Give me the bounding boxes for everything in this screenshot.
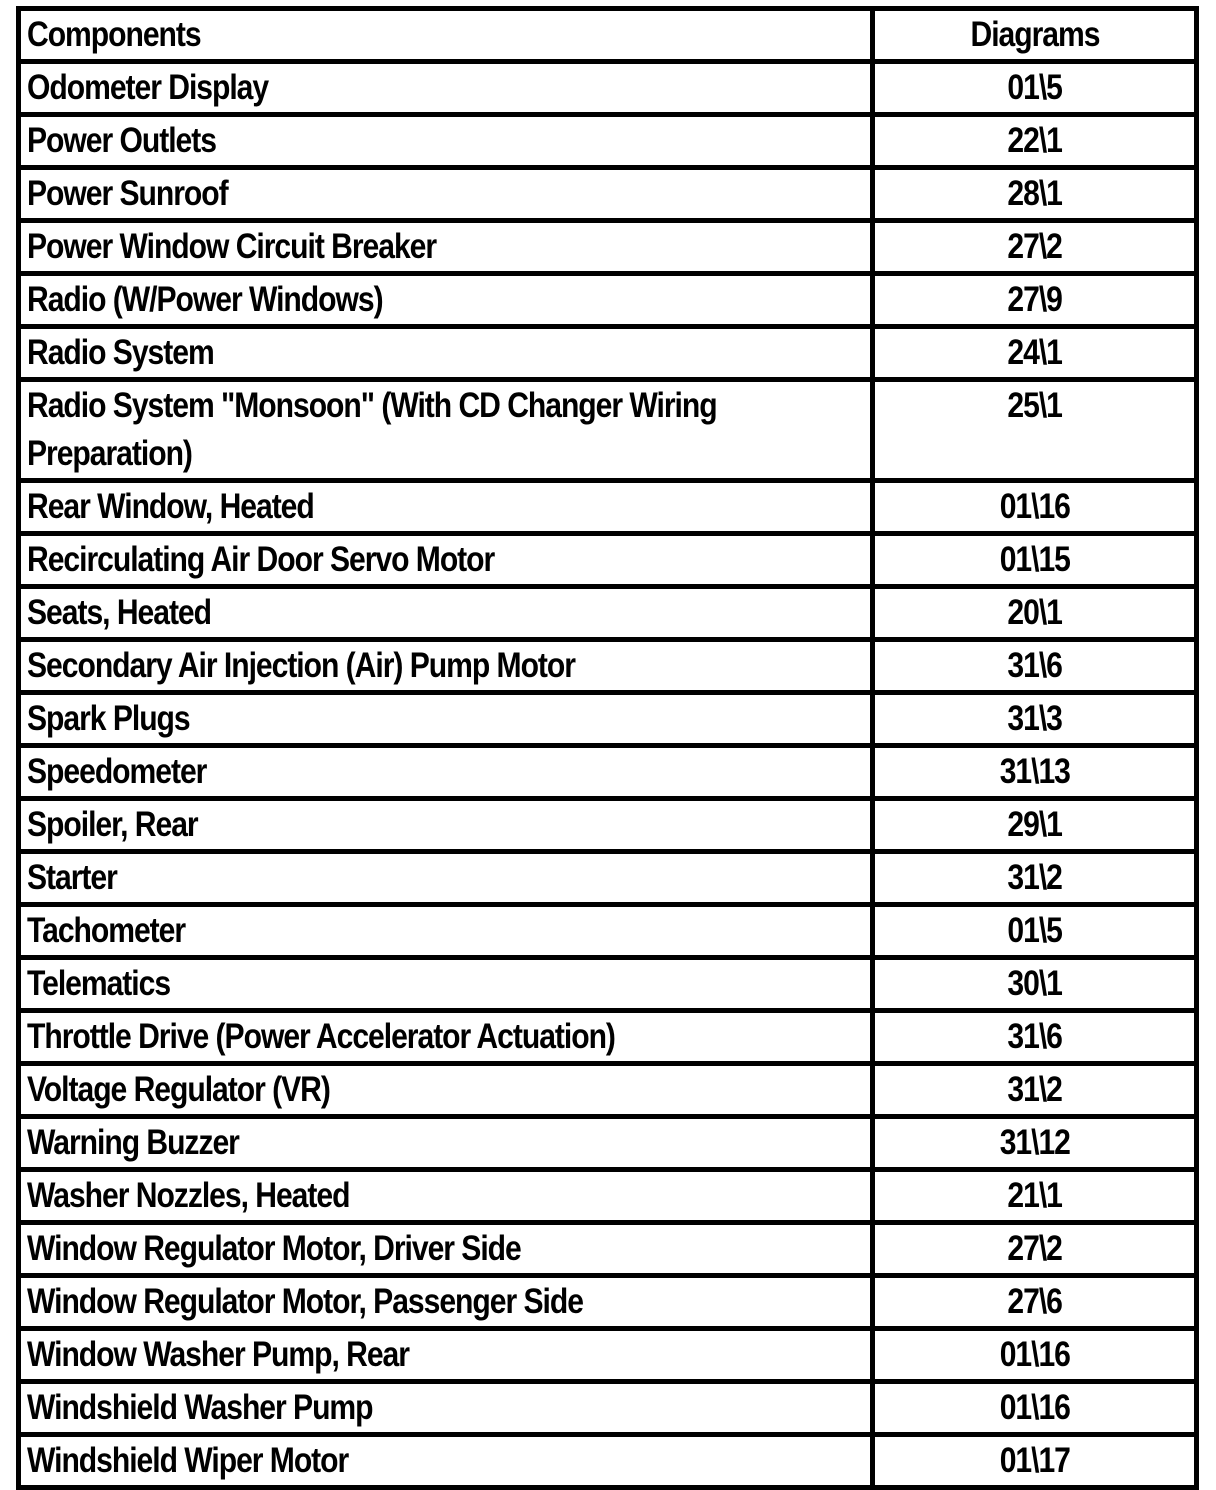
table-row [19, 799, 1197, 852]
component-cell: Radio (W/Power Windows) [19, 274, 873, 327]
table-row [19, 1435, 1197, 1488]
diagram-cell: 30\1 [873, 958, 1197, 1011]
table-row [19, 587, 1197, 640]
diagram-cell: 31\2 [873, 852, 1197, 905]
table-row [19, 852, 1197, 905]
table-row [19, 1329, 1197, 1382]
diagram-cell: 27\6 [873, 1276, 1197, 1329]
component-cell: Tachometer [19, 905, 873, 958]
diagram-cell: 27\2 [873, 221, 1197, 274]
diagram-cell: 31\12 [873, 1117, 1197, 1170]
header-row [19, 9, 1197, 62]
component-cell: Washer Nozzles, Heated [19, 1170, 873, 1223]
table-row [19, 1276, 1197, 1329]
diagram-cell: 27\2 [873, 1223, 1197, 1276]
table-row [19, 905, 1197, 958]
component-cell: Seats, Heated [19, 587, 873, 640]
diagram-cell: 31\6 [873, 1011, 1197, 1064]
component-cell: Window Regulator Motor, Driver Side [19, 1223, 873, 1276]
component-cell: Radio System [19, 327, 873, 380]
table-row [19, 1064, 1197, 1117]
diagram-cell: 27\9 [873, 274, 1197, 327]
diagram-cell: 22\1 [873, 115, 1197, 168]
table-row [19, 746, 1197, 799]
component-cell: Secondary Air Injection (Air) Pump Motor [19, 640, 873, 693]
diagram-cell: 01\5 [873, 905, 1197, 958]
table-row [19, 221, 1197, 274]
diagram-cell: 29\1 [873, 799, 1197, 852]
diagram-cell: 31\13 [873, 746, 1197, 799]
diagram-cell: 01\5 [873, 62, 1197, 115]
component-cell: Windshield Washer Pump [19, 1382, 873, 1435]
component-cell: Voltage Regulator (VR) [19, 1064, 873, 1117]
table-row [19, 327, 1197, 380]
component-cell: Spoiler, Rear [19, 799, 873, 852]
component-cell: Radio System "Monsoon" (With CD Changer Wiring Preparation) [19, 380, 873, 481]
component-cell: Recirculating Air Door Servo Motor [19, 534, 873, 587]
component-cell: Window Regulator Motor, Passenger Side [19, 1276, 873, 1329]
diagram-cell: 24\1 [873, 327, 1197, 380]
diagram-cell: 31\2 [873, 1064, 1197, 1117]
component-cell: Speedometer [19, 746, 873, 799]
diagram-cell: 01\16 [873, 1382, 1197, 1435]
diagram-cell: 01\15 [873, 534, 1197, 587]
table-row [19, 62, 1197, 115]
diagram-cell: 01\17 [873, 1435, 1197, 1488]
component-cell: Spark Plugs [19, 693, 873, 746]
component-cell: Window Washer Pump, Rear [19, 1329, 873, 1382]
table-row [19, 380, 1197, 481]
diagram-cell: 25\1 [873, 380, 1197, 481]
diagram-cell: 31\3 [873, 693, 1197, 746]
component-cell: Power Sunroof [19, 168, 873, 221]
table-row [19, 693, 1197, 746]
diagram-cell: 20\1 [873, 587, 1197, 640]
component-cell: Windshield Wiper Motor [19, 1435, 873, 1488]
component-cell: Starter [19, 852, 873, 905]
table-row [19, 1382, 1197, 1435]
diagram-cell: 01\16 [873, 1329, 1197, 1382]
diagram-cell: 01\16 [873, 481, 1197, 534]
table-row [19, 274, 1197, 327]
table-row [19, 640, 1197, 693]
component-cell: Power Window Circuit Breaker [19, 221, 873, 274]
component-cell: Telematics [19, 958, 873, 1011]
component-cell: Rear Window, Heated [19, 481, 873, 534]
table-row [19, 1117, 1197, 1170]
diagram-cell: 21\1 [873, 1170, 1197, 1223]
components-diagrams-table [16, 6, 1199, 1490]
component-cell: Odometer Display [19, 62, 873, 115]
header-diagrams: Diagrams [873, 9, 1197, 62]
component-cell: Warning Buzzer [19, 1117, 873, 1170]
table-row [19, 481, 1197, 534]
table-row [19, 1170, 1197, 1223]
table-row [19, 168, 1197, 221]
diagram-cell: 28\1 [873, 168, 1197, 221]
component-cell: Throttle Drive (Power Accelerator Actuation) [19, 1011, 873, 1064]
diagram-cell: 31\6 [873, 640, 1197, 693]
header-components: Components [19, 9, 873, 62]
table-row [19, 1011, 1197, 1064]
table-row [19, 115, 1197, 168]
table-row [19, 534, 1197, 587]
component-cell: Power Outlets [19, 115, 873, 168]
table-row [19, 1223, 1197, 1276]
table-row [19, 958, 1197, 1011]
